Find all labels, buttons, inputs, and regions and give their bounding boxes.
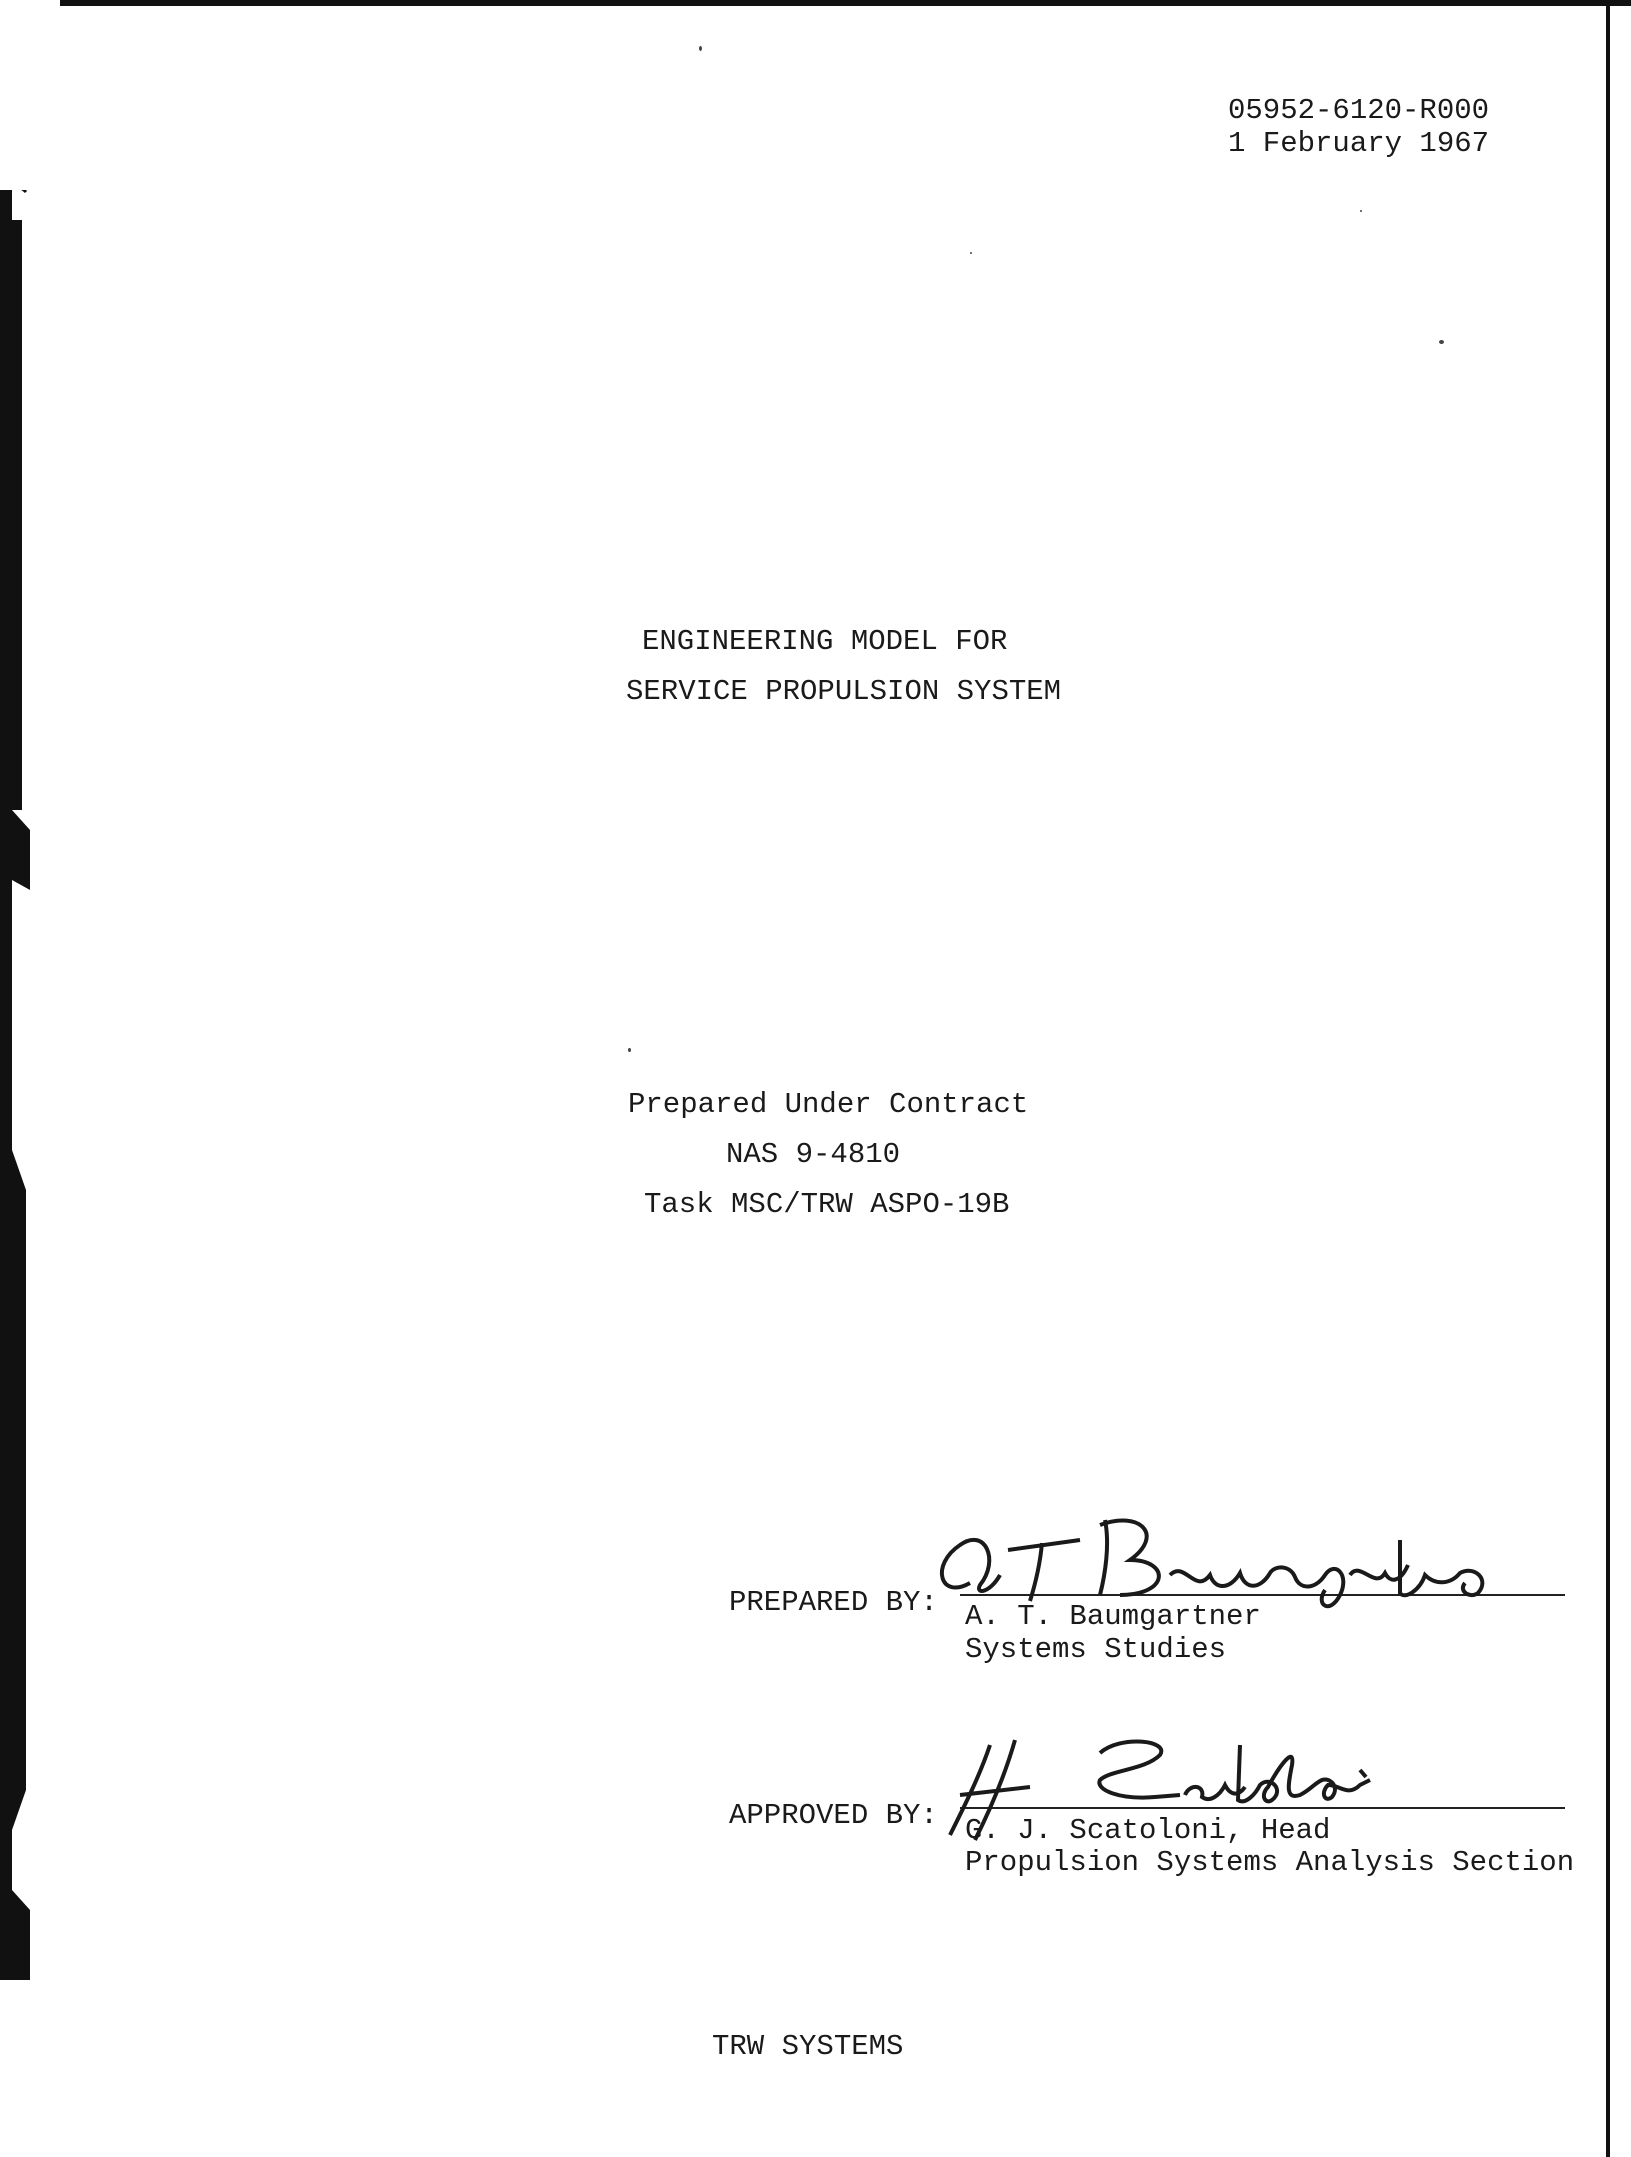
approved-by-name: G. J. Scatoloni, Head (965, 1814, 1331, 1847)
scan-speck (1360, 210, 1362, 212)
scan-speck (970, 252, 972, 254)
company-name: TRW SYSTEMS (712, 2030, 904, 2063)
scan-right-edge (1606, 0, 1610, 2157)
document-title-line-2: SERVICE PROPULSION SYSTEM (626, 675, 1062, 708)
contract-line-1: Prepared Under Contract (628, 1088, 1029, 1121)
approved-by-label: APPROVED BY: (729, 1799, 938, 1832)
prepared-by-name: A. T. Baumgartner (965, 1600, 1261, 1633)
prepared-by-department: Systems Studies (965, 1633, 1227, 1666)
document-title-line-1: ENGINEERING MODEL FOR (642, 625, 1008, 658)
binding-edge-graphic (0, 190, 34, 1980)
scan-top-edge (60, 0, 1631, 6)
prepared-by-label: PREPARED BY: (729, 1586, 938, 1619)
report-number: 05952-6120-R000 (1228, 94, 1490, 127)
task-number: Task MSC/TRW ASPO-19B (644, 1188, 1010, 1221)
report-date: 1 February 1967 (1228, 127, 1490, 160)
scan-speck (628, 1048, 631, 1052)
prepared-signature (930, 1505, 1490, 1615)
scan-speck (699, 46, 702, 51)
contract-number: NAS 9-4810 (726, 1138, 901, 1171)
scan-speck (1439, 340, 1444, 344)
approved-by-department: Propulsion Systems Analysis Section (965, 1846, 1575, 1879)
